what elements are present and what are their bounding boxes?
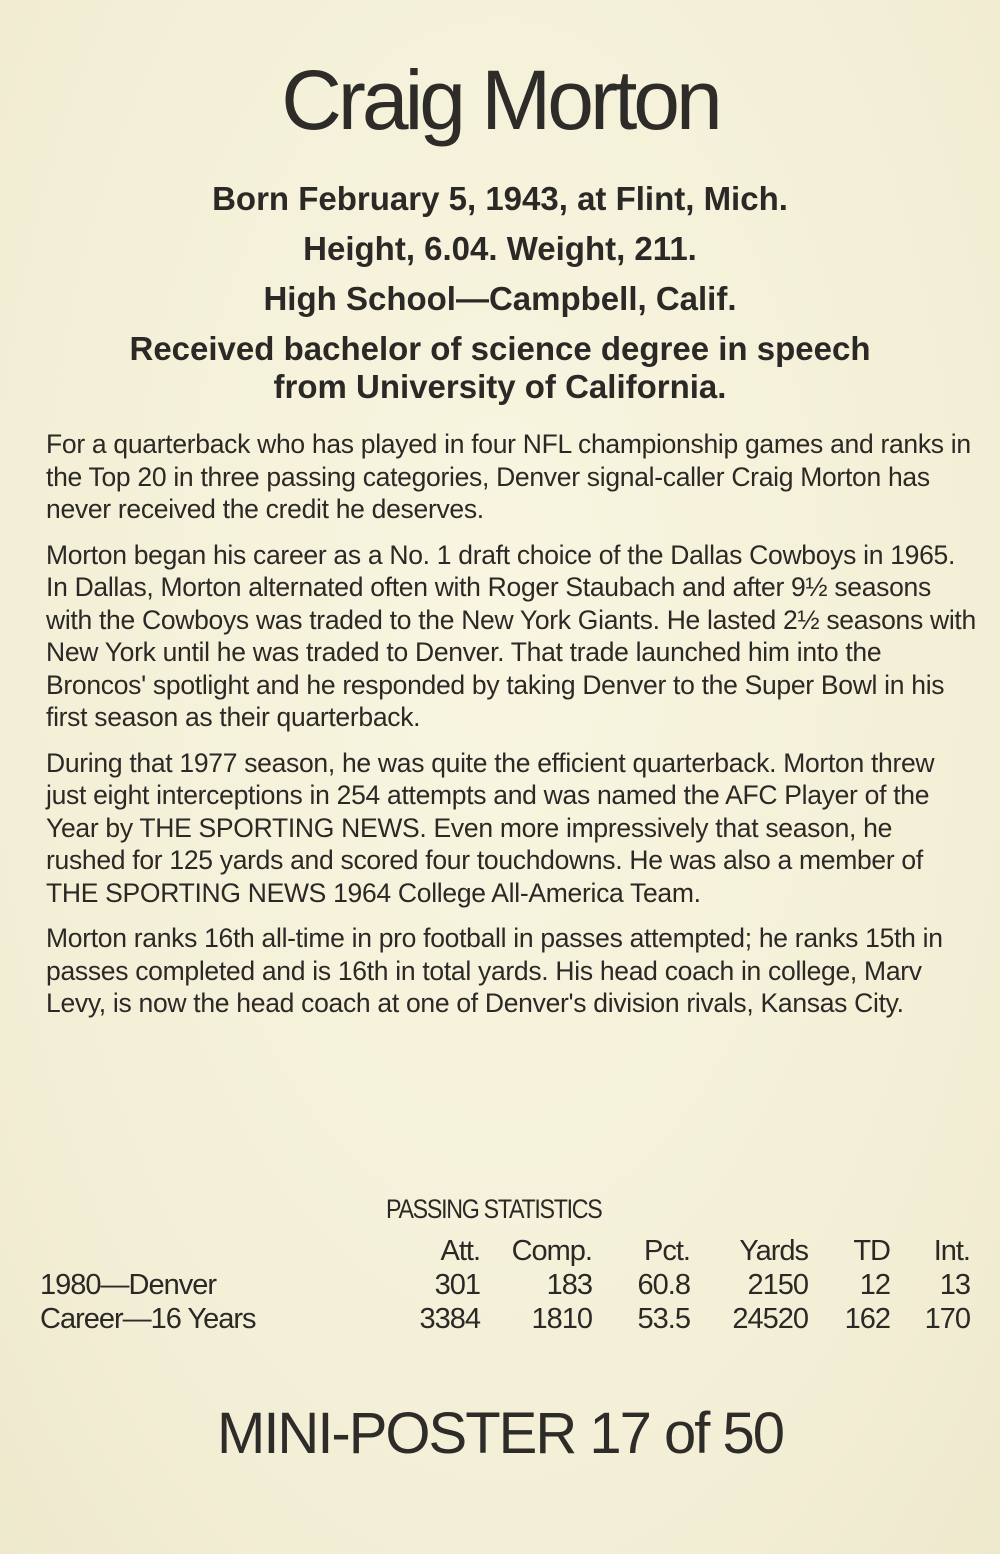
row-label: 1980—Denver: [40, 1269, 216, 1301]
stats-title: PASSING STATISTICS: [386, 1194, 602, 1224]
degree-line-1: Received bachelor of science degree in speech: [129, 330, 871, 367]
paragraph: Morton began his career as a No. 1 draft choice of the Dallas Cowboys in 1965. In Dallas, Morton alternated often with Roger Staubach and after 9½ seasons with the Cowboys was traded to the New York Giants. He lasted 2½ seasons with New York until he was traded to Denver. That trade launched him into the Broncos' spotlight and he responded by taking Denver to the Super Bowl in his first season as their quarterback.: [46, 539, 976, 732]
table-row: [40, 1268, 970, 1302]
header-att: Att.: [440, 1235, 480, 1267]
header-int: Int.: [933, 1235, 970, 1267]
cell-att: 3384: [419, 1303, 480, 1335]
cell-pct: 60.8: [637, 1269, 690, 1301]
cell-comp: 1810: [531, 1303, 592, 1335]
cell-yards: 2150: [747, 1269, 808, 1301]
passing-stats-table: [40, 1234, 970, 1336]
header-comp: Comp.: [511, 1235, 592, 1267]
header-blank: [40, 1234, 380, 1268]
cell-pct: 53.5: [637, 1303, 690, 1335]
header-pct: Pct.: [644, 1235, 690, 1267]
bio-header: [40, 174, 960, 406]
high-school: High School—Campbell, Calif.: [263, 280, 737, 317]
header-yards: Yards: [739, 1235, 808, 1267]
cell-td: 12: [859, 1269, 890, 1301]
row-label: Career—16 Years: [40, 1303, 256, 1335]
cell-td: 162: [844, 1303, 890, 1335]
paragraph: For a quarterback who has played in four NFL championship games and ranks in the Top 20 in three passing categories, Denver signal-caller Craig Morton has never received the credit he deserves.: [46, 429, 971, 524]
cell-int: 13: [939, 1269, 970, 1301]
height-weight: Height, 6.04. Weight, 211.: [303, 230, 697, 267]
biography-text: [46, 428, 976, 1033]
player-name: Craig Morton: [281, 53, 719, 147]
table-header-row: [40, 1234, 970, 1268]
cell-att: 301: [434, 1269, 480, 1301]
degree-line-2: from University of California.: [273, 368, 727, 405]
cell-comp: 183: [546, 1269, 592, 1301]
table-row: [40, 1302, 970, 1336]
paragraph: During that 1977 season, he was quite the efficient quarterback. Morton threw just eight interceptions in 254 attempts and was named the AFC Player of the Year by THE SPORTING NEWS. Even more impressively that season, he rushed for 125 yards and scored four touchdowns. He was also a member of THE SPORTING NEWS 1964 College All-America Team.: [46, 747, 935, 908]
poster-number: MINI-POSTER 17 of 50: [217, 1401, 783, 1466]
cell-int: 170: [924, 1303, 970, 1335]
paragraph: Morton ranks 16th all-time in pro football in passes attempted; he ranks 15th in passes completed and is 16th in total yards. His head coach in college, Marv Levy, is now the head coach at one of Denver's division rivals, Kansas City.: [46, 923, 943, 1018]
header-td: TD: [853, 1235, 890, 1267]
birth-info: Born February 5, 1943, at Flint, Mich.: [212, 180, 788, 217]
cell-yards: 24520: [732, 1303, 808, 1335]
